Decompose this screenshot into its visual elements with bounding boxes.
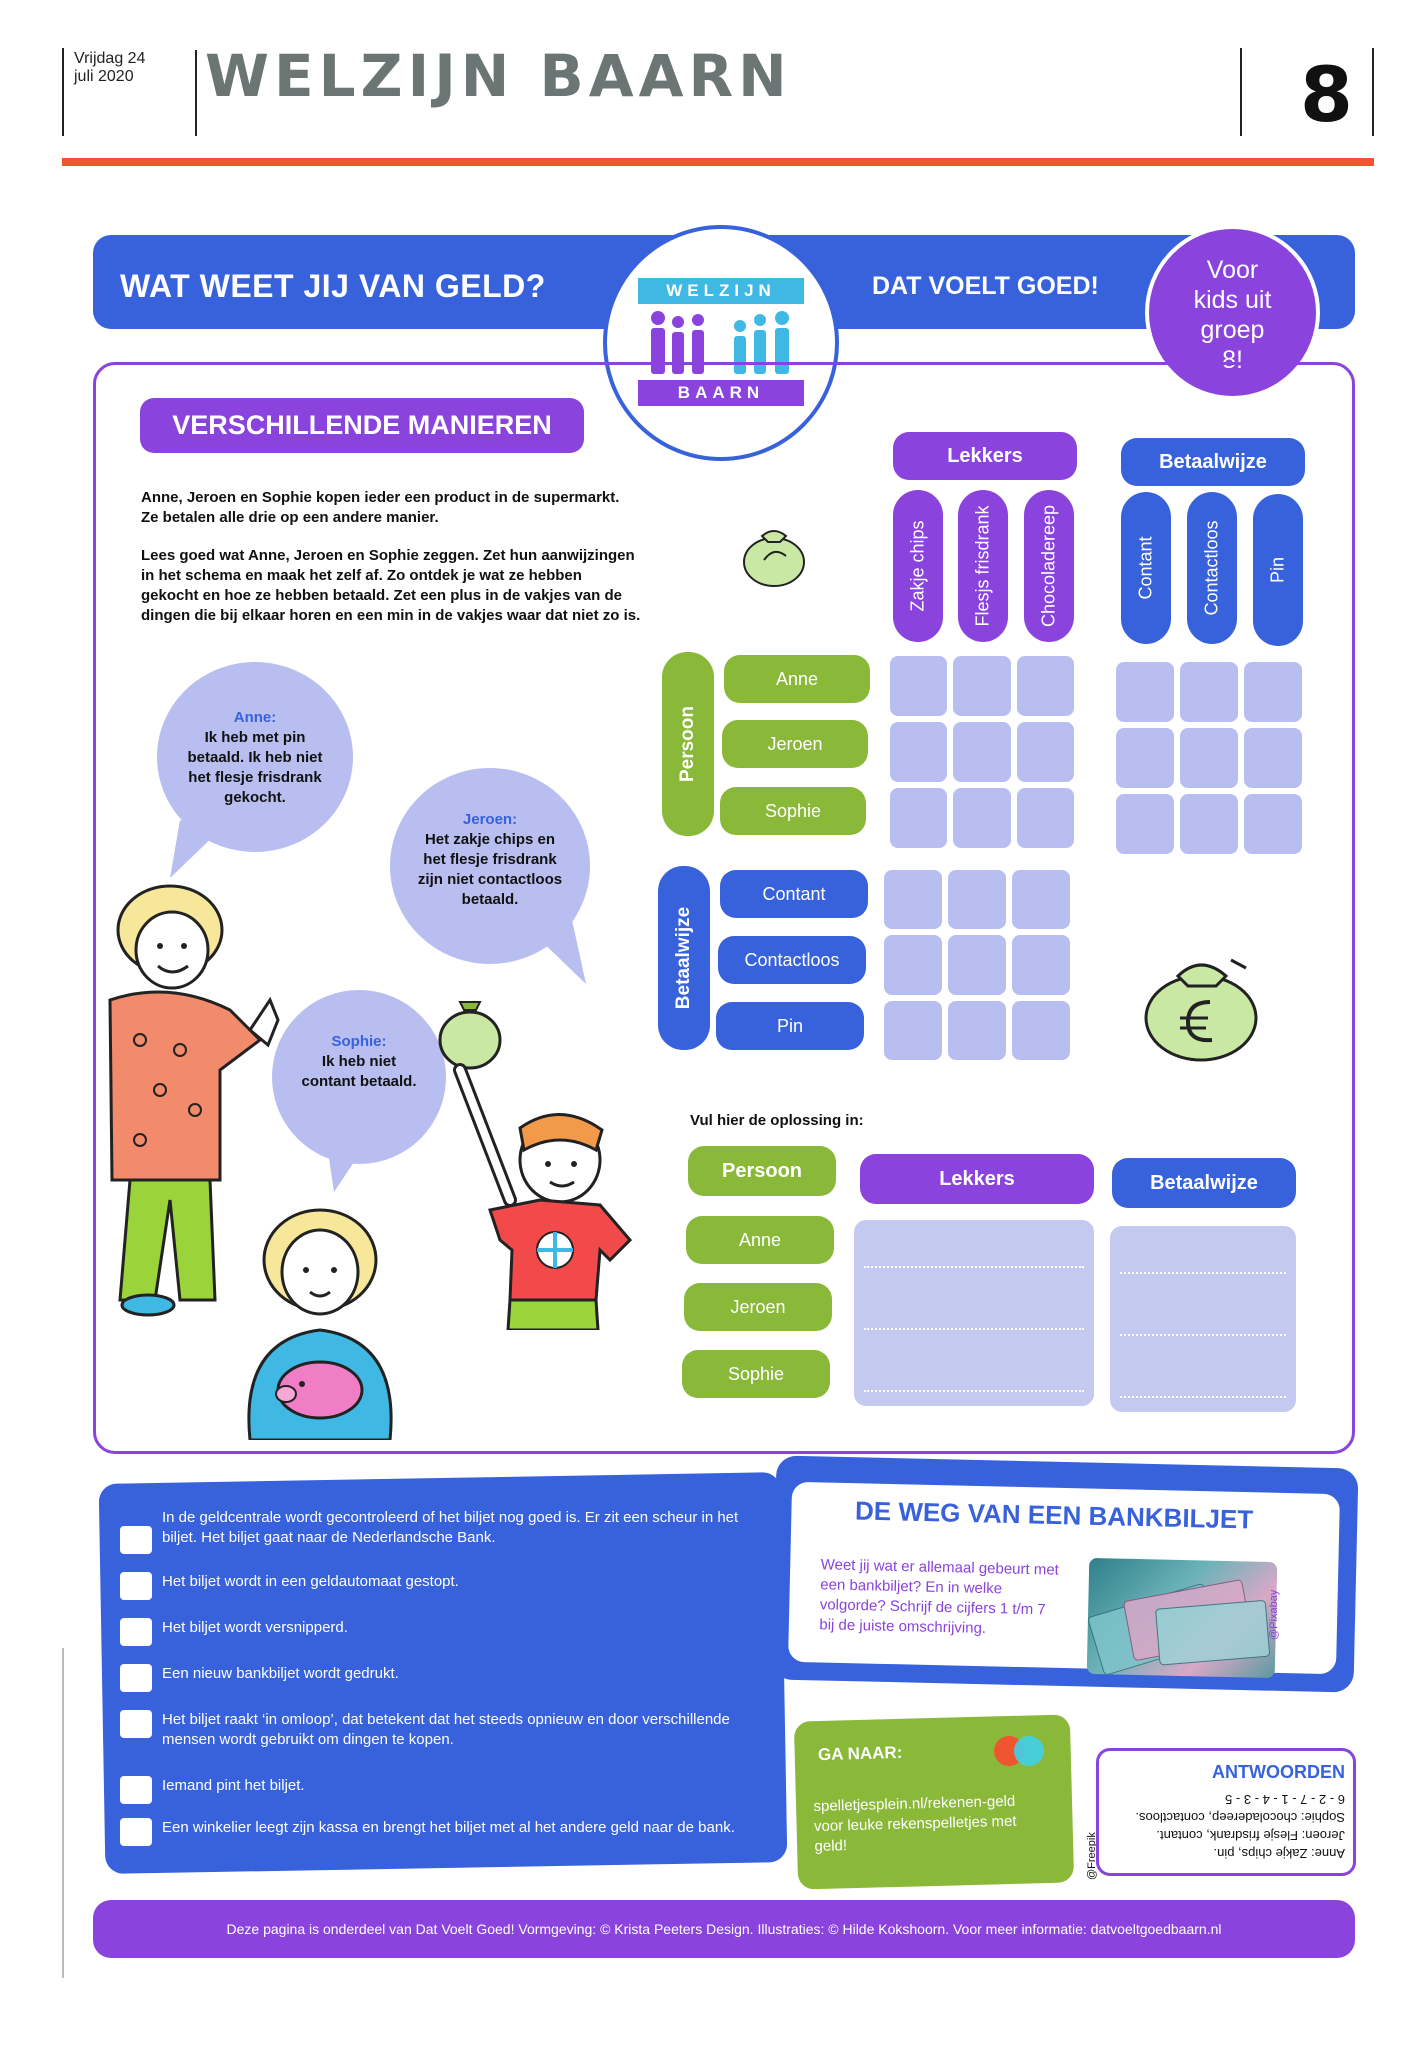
grid-cell[interactable] bbox=[1116, 794, 1174, 854]
row-label-pin: Pin bbox=[716, 1002, 864, 1050]
masthead-rule-right-2 bbox=[1372, 48, 1374, 136]
answer-line: Jeroen: Flesje frisdrank, contant. bbox=[1156, 1828, 1345, 1843]
kids-badge-line: groep bbox=[1200, 316, 1265, 344]
money-bag-icon bbox=[1136, 946, 1266, 1066]
side-rule bbox=[62, 1648, 64, 1978]
money-bag-icon bbox=[734, 510, 814, 590]
kids-badge-line: 8! bbox=[1222, 346, 1243, 374]
solution-input-lekkers[interactable] bbox=[854, 1220, 1094, 1406]
masthead-date bbox=[74, 50, 145, 86]
solution-dotted-line bbox=[1120, 1396, 1286, 1398]
grid-cell[interactable] bbox=[1244, 728, 1302, 788]
row-group-label: Betaalwijze bbox=[673, 906, 694, 1010]
schema-header-betaalwijze: Betaalwijze bbox=[1121, 438, 1305, 486]
solution-label: Vul hier de oplossing in: bbox=[690, 1112, 864, 1129]
step-number-box[interactable] bbox=[120, 1776, 152, 1804]
solution-dotted-line bbox=[1120, 1272, 1286, 1274]
grid-cell[interactable] bbox=[1017, 722, 1074, 782]
masthead-rule-right-1 bbox=[1240, 48, 1242, 136]
masthead-title: WELZIJN BAARN bbox=[205, 42, 792, 110]
bubble-speaker-jeroen: Jeroen: bbox=[462, 811, 518, 828]
solution-dotted-line bbox=[864, 1328, 1084, 1330]
grid-cell[interactable] bbox=[948, 870, 1006, 929]
answers-title: ANTWOORDEN bbox=[1212, 1762, 1345, 1782]
column-header-pin bbox=[1253, 494, 1303, 646]
intro-text bbox=[141, 488, 641, 644]
column-header-contant bbox=[1121, 492, 1171, 644]
sophie-illustration bbox=[230, 1200, 400, 1440]
grid-cell[interactable] bbox=[948, 935, 1006, 994]
bubble-tail-jeroen bbox=[530, 920, 590, 986]
grid-cell[interactable] bbox=[890, 656, 947, 716]
photo-credit: @Pixabay bbox=[1268, 1589, 1280, 1640]
bubble-text-anne: Ik heb met pin betaald. Ik heb niet het flesje frisdrank gekocht. bbox=[187, 729, 323, 806]
grid-cell[interactable] bbox=[1180, 794, 1238, 854]
answer-line: Sophie: chocoladereep, contactloos. bbox=[1135, 1810, 1345, 1825]
grid-cell[interactable] bbox=[890, 788, 947, 848]
bubble-text-sophie: Ik heb niet contant betaald. bbox=[301, 1053, 417, 1090]
solution-dotted-line bbox=[864, 1266, 1084, 1268]
grid-cell[interactable] bbox=[1012, 870, 1070, 929]
bank-step-item bbox=[120, 1710, 760, 1750]
step-number-box[interactable] bbox=[120, 1526, 152, 1554]
step-number-box[interactable] bbox=[120, 1710, 152, 1738]
bank-step-item bbox=[120, 1572, 760, 1592]
grid-cell[interactable] bbox=[1012, 935, 1070, 994]
grid-cell[interactable] bbox=[884, 1001, 942, 1060]
footer-credits: Deze pagina is onderdeel van Dat Voelt Goed! Vormgeving: © Krista Peeters Design. Illustraties: © Hilde Kokshoorn. Voor meer informatie: datvoeltgoedbaarn.nl bbox=[93, 1900, 1355, 1958]
bubble-tail-anne bbox=[170, 820, 230, 880]
bank-step-item bbox=[120, 1818, 760, 1838]
grid-cell[interactable] bbox=[953, 656, 1010, 716]
bank-step-text: Een winkelier leegt zijn kassa en brengt het biljet met al het andere geld naar de bank. bbox=[162, 1819, 735, 1836]
bank-step-item bbox=[120, 1664, 760, 1684]
step-number-box[interactable] bbox=[120, 1618, 152, 1646]
grid-betaalwijze-lekkers bbox=[884, 870, 1070, 1060]
solution-row-sophie: Sophie bbox=[682, 1350, 830, 1398]
header-tagline: DAT VOELT GOED! bbox=[872, 272, 1099, 300]
goto-dot-icon bbox=[1014, 1736, 1044, 1766]
grid-cell[interactable] bbox=[1116, 662, 1174, 722]
grid-cell[interactable] bbox=[884, 935, 942, 994]
masthead-date-line2: juli 2020 bbox=[74, 68, 134, 85]
column-header-chocoladereep bbox=[1024, 490, 1074, 642]
row-label-anne: Anne bbox=[724, 655, 870, 703]
solution-input-betaalwijze[interactable] bbox=[1110, 1226, 1296, 1412]
step-number-box[interactable] bbox=[120, 1664, 152, 1692]
column-header-contactloos bbox=[1187, 492, 1237, 644]
column-label: Pin bbox=[1267, 556, 1288, 584]
column-header-flesje-frisdrank bbox=[958, 490, 1008, 642]
grid-cell[interactable] bbox=[1180, 728, 1238, 788]
grid-cell[interactable] bbox=[884, 870, 942, 929]
jeroen-illustration bbox=[420, 1000, 650, 1330]
kids-badge-line: kids uit bbox=[1193, 286, 1272, 314]
grid-cell[interactable] bbox=[948, 1001, 1006, 1060]
intro-paragraph-2: Lees goed wat Anne, Jeroen en Sophie zeggen. Zet hun aanwijzingen in het schema en maak het zelf af. Zo ontdek je wat ze hebben gekocht en hoe ze hebben betaald. Zet een plus in de vakjes van de dingen die bij elkaar horen en een min in de vakjes waar dat niet zo is. bbox=[141, 547, 641, 624]
grid-persoon-betaalwijze bbox=[1116, 662, 1302, 854]
masthead-rule-left bbox=[62, 48, 64, 136]
solution-row-jeroen: Jeroen bbox=[684, 1283, 832, 1331]
schema-header-lekkers: Lekkers bbox=[893, 432, 1077, 480]
bank-step-text: In de geldcentrale wordt gecontroleerd of het biljet nog goed is. Er zit een scheur in het biljet. Het biljet gaat naar de Nederlandsche Bank. bbox=[162, 1509, 739, 1546]
banknotes-image bbox=[1087, 1558, 1278, 1678]
bank-step-text: Het biljet raakt ‘in omloop’, dat betekent dat het steeds opnieuw en door verschillende mensen wordt gebruikt om dingen te kopen. bbox=[162, 1711, 730, 1748]
goto-title: GA NAAR: bbox=[817, 1742, 903, 1765]
column-label: Chocoladereep bbox=[1038, 504, 1059, 628]
row-header-persoon bbox=[662, 652, 714, 836]
grid-cell[interactable] bbox=[953, 788, 1010, 848]
page-number: 8 bbox=[1300, 50, 1353, 139]
solution-header-lekkers: Lekkers bbox=[860, 1154, 1094, 1204]
answer-line: 6 - 2 - 7 - 1 - 4 - 3 - 5 bbox=[1225, 1792, 1345, 1807]
grid-persoon-lekkers bbox=[890, 656, 1074, 848]
row-header-betaalwijze bbox=[658, 866, 710, 1050]
freepik-credit: @Freepik bbox=[1086, 1832, 1098, 1880]
kids-badge-line: Voor bbox=[1206, 256, 1259, 284]
solution-dotted-line bbox=[1120, 1334, 1286, 1336]
solution-header-persoon: Persoon bbox=[688, 1146, 836, 1196]
answers-text bbox=[1110, 1790, 1345, 1862]
row-label-contactloos: Contactloos bbox=[718, 936, 866, 984]
row-label-jeroen: Jeroen bbox=[722, 720, 868, 768]
column-header-zakje-chips bbox=[893, 490, 943, 642]
logo-bottom-text: BAARN bbox=[638, 380, 804, 406]
bank-instructions: Weet jij wat er allemaal gebeurt met een bankbiljet? En in welke volgorde? Schrijf de cijfers 1 t/m 7 bij de juiste omschrijving. bbox=[819, 1556, 1060, 1637]
masthead-red-divider bbox=[62, 158, 1374, 166]
intro-paragraph-1: Anne, Jeroen en Sophie kopen ieder een product in de supermarkt. Ze betalen alle drie op een andere manier. bbox=[141, 489, 620, 526]
grid-cell[interactable] bbox=[1244, 662, 1302, 722]
solution-row-anne: Anne bbox=[686, 1216, 834, 1264]
bank-title: DE WEG VAN EEN BANKBILJET bbox=[854, 1495, 1254, 1535]
bank-step-text: Een nieuw bankbiljet wordt gedrukt. bbox=[162, 1665, 399, 1682]
column-label: Zakje chips bbox=[907, 520, 928, 612]
grid-cell[interactable] bbox=[1012, 1001, 1070, 1060]
bubble-tail-sophie bbox=[320, 1138, 376, 1194]
bubble-speaker-sophie: Sophie: bbox=[331, 1033, 387, 1050]
step-number-box[interactable] bbox=[120, 1818, 152, 1846]
solution-header-betaalwijze: Betaalwijze bbox=[1112, 1158, 1296, 1208]
grid-cell[interactable] bbox=[890, 722, 947, 782]
row-label-sophie: Sophie bbox=[720, 787, 866, 835]
answer-line: Anne: Zakje chips, pin. bbox=[1213, 1846, 1345, 1861]
bank-step-item bbox=[120, 1776, 760, 1796]
banknotes-photo bbox=[1087, 1558, 1278, 1678]
masthead-date-line1: Vrijdag 24 bbox=[74, 50, 146, 67]
column-label: Flesjs frisdrank bbox=[972, 505, 993, 627]
column-label: Contactloos bbox=[1201, 520, 1222, 616]
grid-cell[interactable] bbox=[1017, 656, 1074, 716]
grid-cell[interactable] bbox=[1116, 728, 1174, 788]
bubble-text-jeroen: Het zakje chips en het flesje frisdrank zijn niet contactloos betaald. bbox=[417, 831, 563, 908]
row-label-contant: Contant bbox=[720, 870, 868, 918]
solution-dotted-line bbox=[864, 1390, 1084, 1392]
bank-step-text: Het biljet wordt versnipperd. bbox=[162, 1619, 348, 1636]
goto-link-text[interactable]: spelletjesplein.nl/rekenen-geld voor leuke rekenspelletjes met geld! bbox=[813, 1792, 1017, 1856]
bank-step-item bbox=[120, 1618, 760, 1638]
bank-step-text: Het biljet wordt in een geldautomaat gestopt. bbox=[162, 1573, 459, 1590]
grid-cell[interactable] bbox=[1244, 794, 1302, 854]
masthead-rule-mid bbox=[195, 50, 197, 136]
column-label: Contant bbox=[1135, 536, 1156, 600]
grid-cell[interactable] bbox=[1180, 662, 1238, 722]
row-group-label: Persoon bbox=[677, 705, 698, 783]
bank-step-item bbox=[120, 1508, 760, 1548]
grid-cell[interactable] bbox=[953, 722, 1010, 782]
bubble-speaker-anne: Anne: bbox=[233, 709, 277, 726]
bank-step-text: Iemand pint het biljet. bbox=[162, 1777, 305, 1794]
header-title: WAT WEET JIJ VAN GELD? bbox=[120, 268, 546, 304]
section-title: VERSCHILLENDE MANIEREN bbox=[140, 398, 584, 453]
logo-top-text: WELZIJN bbox=[638, 278, 804, 304]
step-number-box[interactable] bbox=[120, 1572, 152, 1600]
grid-cell[interactable] bbox=[1017, 788, 1074, 848]
